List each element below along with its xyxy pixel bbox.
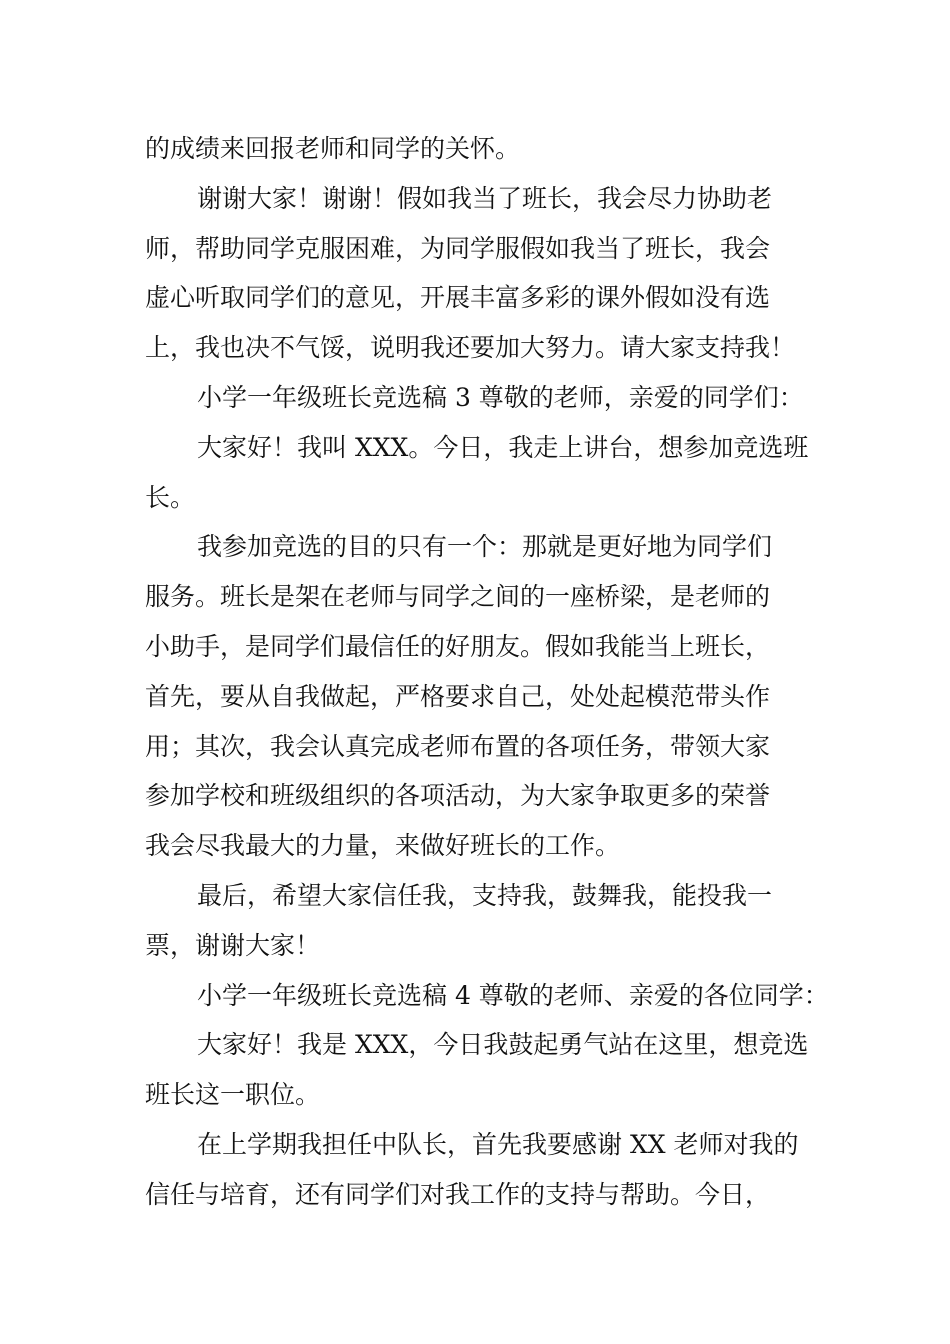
text-line: 大家好！我叫 XXX。今日，我走上讲台，想参加竞选班 bbox=[197, 432, 809, 462]
document-body bbox=[145, 124, 829, 1220]
text-line: 票，谢谢大家！ bbox=[145, 930, 321, 960]
text-line: 首先，要从自我做起，严格要求自己，处处起模范带头作 bbox=[145, 681, 771, 711]
text-line: 大家好！我是 XXX，今日我鼓起勇气站在这里，想竞选 bbox=[197, 1030, 809, 1060]
text-line: 最后，希望大家信任我，支持我，鼓舞我，能投我一 bbox=[197, 880, 773, 910]
text-line: 的成绩来回报老师和同学的关怀。 bbox=[145, 134, 521, 163]
text-line: 服务。班长是架在老师与同学之间的一座桥梁，是老师的 bbox=[145, 582, 771, 612]
text-line: 小学一年级班长竞选稿 4 尊敬的老师、亲爱的各位同学： bbox=[197, 980, 829, 1010]
text-line: 师，帮助同学克服困难，为同学服假如我当了班长，我会 bbox=[145, 233, 771, 263]
text-line: 参加学校和班级组织的各项活动，为大家争取更多的荣誉 bbox=[145, 781, 771, 811]
text-line: 小助手，是同学们最信任的好朋友。假如我能当上班长， bbox=[145, 631, 771, 661]
text-line: 我参加竞选的目的只有一个：那就是更好地为同学们 bbox=[197, 532, 773, 562]
text-line: 用；其次，我会认真完成老师布置的各项任务，带领大家 bbox=[145, 731, 771, 761]
text-line: 信任与培育，还有同学们对我工作的支持与帮助。今日， bbox=[145, 1179, 771, 1209]
text-line: 谢谢大家！谢谢！假如我当了班长，我会尽力协助老 bbox=[197, 183, 773, 213]
text-line: 上，我也决不气馁，说明我还要加大努力。请大家支持我！ bbox=[145, 333, 796, 363]
text-line: 在上学期我担任中队长，首先我要感谢 XX 老师对我的 bbox=[197, 1129, 799, 1159]
text-line: 虚心听取同学们的意见，开展丰富多彩的课外假如没有选 bbox=[145, 283, 771, 313]
text-line: 小学一年级班长竞选稿 3 尊敬的老师，亲爱的同学们： bbox=[197, 382, 804, 412]
text-line: 我会尽我最大的力量，来做好班长的工作。 bbox=[145, 831, 621, 861]
text-line: 班长这一职位。 bbox=[145, 1080, 321, 1110]
text-line: 长。 bbox=[145, 482, 196, 512]
